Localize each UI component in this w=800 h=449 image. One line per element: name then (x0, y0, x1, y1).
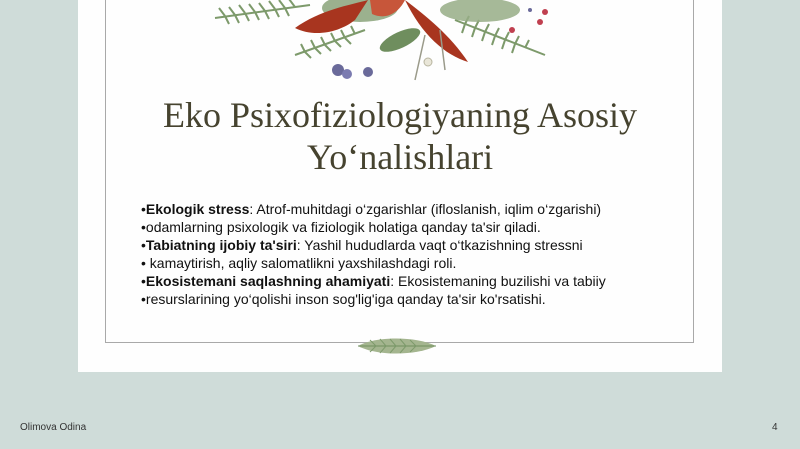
bullet: • (141, 237, 146, 253)
bold-term: Tabiatning ijobiy ta'siri (145, 237, 297, 253)
slide-title-line2: Yo‘nalishlari (306, 137, 494, 177)
body-text: : Yashil hududlarda vaqt o‘tkazishning stressni (296, 237, 583, 253)
page-number: 4 (772, 422, 778, 433)
leaf-ornament-icon (356, 334, 438, 360)
bullet: • (141, 291, 146, 307)
body-text: : Atrof-muhitdagi o‘zgarishlar (ifloslanish, iqlim o‘zgarishi) (249, 201, 602, 217)
body-line (141, 290, 701, 308)
body-line (141, 254, 701, 272)
bullet: • (141, 219, 146, 235)
bullet: • (141, 273, 146, 289)
bold-term: Ekologik stress (145, 201, 250, 217)
body-line (141, 236, 701, 254)
slide-title (106, 94, 694, 178)
body-line (141, 272, 701, 290)
slide-title-line1: Eko Psixofiziologiyaning Asosiy (162, 95, 637, 135)
body-line (141, 218, 701, 236)
body-text: odamlarning psixologik va fiziologik holatiga qanday ta'sir qiladi. (145, 219, 541, 235)
bold-term: Ekosistemani saqlashning ahamiyati (145, 273, 391, 289)
body-line (141, 200, 701, 218)
floral-decoration-icon (200, 0, 560, 90)
bullet: • (141, 255, 146, 271)
body-text: : Ekosistemaning buzilishi va tabiiy (390, 273, 606, 289)
footer-author: Olimova Odina (20, 422, 87, 433)
slide-body (141, 200, 701, 308)
body-text: resurslarining yo‘qolishi inson sog'lig'iga qanday ta'sir ko'rsatishi. (145, 291, 546, 307)
body-text: kamaytirish, aqliy salomatlikni yaxshilashdagi roli. (145, 255, 457, 271)
bullet: • (141, 201, 146, 217)
